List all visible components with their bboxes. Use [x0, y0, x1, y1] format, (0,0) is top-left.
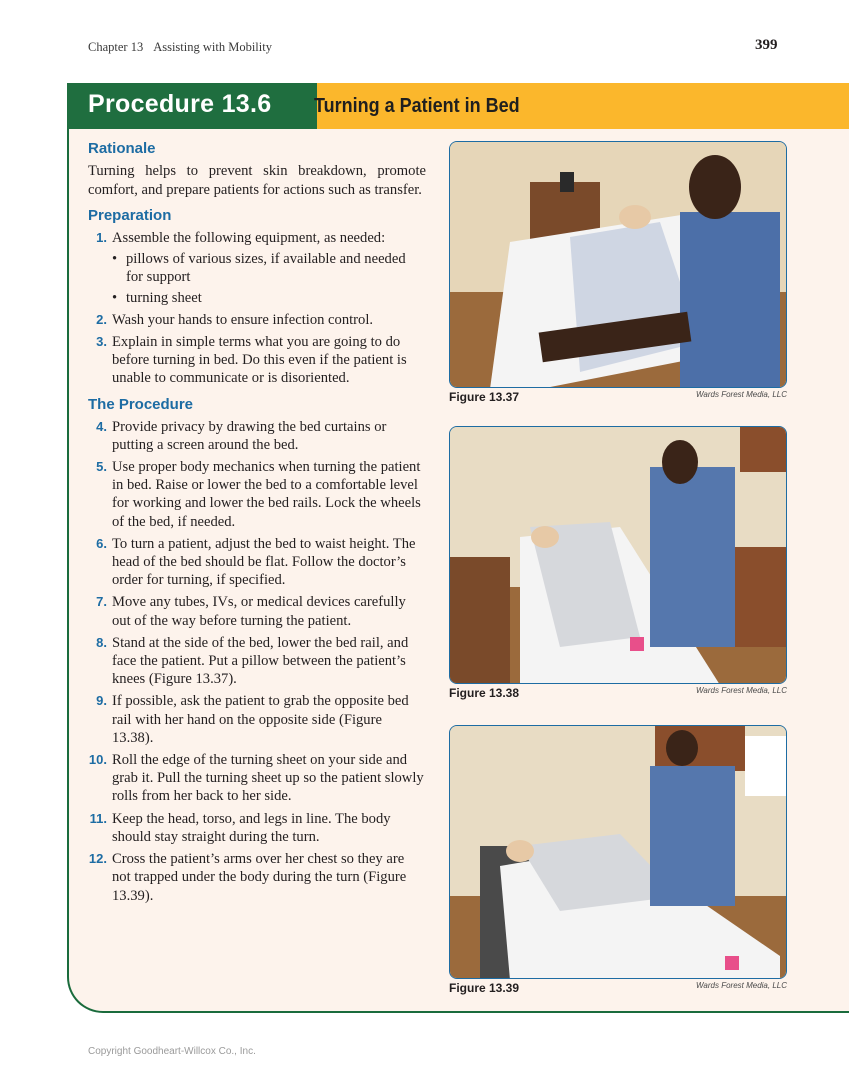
- bullet-icon: •: [112, 289, 118, 306]
- rationale-text: Turning helps to prevent skin breakdown, promote comfort, and prepare patients for actions such as transfer.: [88, 163, 426, 198]
- step-text: Move any tubes, IVs, or medical devices carefully out of the way before turning the patient.: [112, 594, 406, 629]
- step-12: [88, 850, 426, 905]
- chapter-label: Chapter 13: [88, 40, 144, 54]
- list-item-text: pillows of various sizes, if available and needed for support: [126, 251, 406, 286]
- figure-credit: Wards Forest Media, LLC: [696, 390, 787, 399]
- step-text: Stand at the side of the bed, lower the bed rail, and face the patient. Put a pillow between the patient’s knees (Figure 13.37).: [112, 634, 409, 688]
- step-6: [88, 535, 426, 590]
- figure-photo: [449, 725, 787, 979]
- step-4: [88, 418, 426, 454]
- step-3: [88, 333, 426, 388]
- step-text: Explain in simple terms what you are going to do before turning in bed. Do this even if the patient is unable to communicate or is disoriented.: [112, 334, 407, 387]
- step-text: Keep the head, torso, and legs in line. The body should stay straight during the turn.: [112, 810, 391, 845]
- step-8: [88, 634, 426, 689]
- step-7: [88, 593, 426, 629]
- list-item: [112, 289, 426, 307]
- figure-photo: [449, 426, 787, 684]
- patient-grabs-bed-rail-photo: [450, 427, 787, 684]
- bullet-icon: •: [112, 251, 118, 268]
- step-number: 1.: [96, 230, 107, 245]
- step-text: Roll the edge of the turning sheet on your side and grab it. Pull the turning sheet up so the patient slowly rolls from her back to her side.: [112, 752, 424, 805]
- figure-13-37: [449, 141, 787, 404]
- step-number: 6.: [96, 535, 107, 551]
- step-number: 2.: [96, 311, 107, 327]
- step-11: [88, 810, 426, 846]
- step-text: Assemble the following equipment, as needed:: [112, 230, 386, 246]
- figure-label: Figure 13.39: [449, 981, 520, 995]
- equipment-list: [112, 250, 426, 307]
- step-text: Cross the patient’s arms over her chest so they are not trapped under the body during the turn (Figure 13.39).: [112, 851, 407, 904]
- step-number: 8.: [96, 634, 107, 650]
- list-item-text: turning sheet: [126, 289, 202, 306]
- figure-label: Figure 13.37: [449, 390, 520, 404]
- step-text: To turn a patient, adjust the bed to waist height. The head of the bed should be flat. Follow the doctor’s order for turning, if specified.: [112, 535, 416, 589]
- patient-turned-on-side-photo: [450, 726, 787, 979]
- step-number: 10.: [88, 752, 107, 768]
- step-text: Wash your hands to ensure infection control.: [112, 311, 374, 328]
- step-number: 5.: [96, 459, 107, 475]
- procedure-number: Procedure 13.6: [88, 90, 272, 118]
- preparation-steps: [88, 229, 426, 388]
- step-number: 3.: [96, 334, 107, 350]
- rationale-heading: Rationale: [88, 140, 156, 157]
- step-number: 12.: [88, 851, 107, 867]
- step-text: Provide privacy by drawing the bed curtains or putting a screen around the bed.: [112, 418, 387, 453]
- procedure-heading: The Procedure: [88, 395, 194, 413]
- procedure-steps: [88, 418, 426, 905]
- figure-13-39: [449, 725, 787, 995]
- step-number: 11.: [89, 810, 107, 826]
- running-head: [88, 40, 272, 55]
- step-text: If possible, ask the patient to grab the opposite bed rail with her hand on the opposite side (Figure 13.38).: [112, 693, 409, 746]
- nurse-assistant-pillow-photo: [450, 142, 787, 388]
- step-10: [88, 751, 426, 806]
- chapter-title: Assisting with Mobility: [153, 40, 272, 54]
- procedure-text-column: [88, 140, 426, 913]
- figure-label: Figure 13.38: [449, 686, 520, 700]
- step-text: Use proper body mechanics when turning the patient in bed. Raise or lower the bed to a comfortable level for working and lower the bed rails. Lock the wheels of the bed, if needed.: [112, 459, 421, 530]
- step-9: [88, 692, 426, 747]
- step-number: 9.: [96, 693, 107, 709]
- step-1: [88, 229, 426, 307]
- copyright-footer: Copyright Goodheart-Willcox Co., Inc.: [88, 1046, 256, 1057]
- step-number: 7.: [96, 594, 107, 610]
- preparation-heading: Preparation: [88, 207, 172, 224]
- figure-photo: [449, 141, 787, 388]
- list-item: [112, 250, 426, 286]
- procedure-title: Turning a Patient in Bed: [314, 95, 520, 117]
- page-number: 399: [755, 37, 778, 53]
- figure-credit: Wards Forest Media, LLC: [696, 686, 787, 695]
- step-5: [88, 458, 426, 531]
- figure-credit: Wards Forest Media, LLC: [696, 981, 787, 990]
- step-2: [88, 311, 426, 329]
- step-number: 4.: [96, 418, 107, 434]
- figure-13-38: [449, 426, 787, 700]
